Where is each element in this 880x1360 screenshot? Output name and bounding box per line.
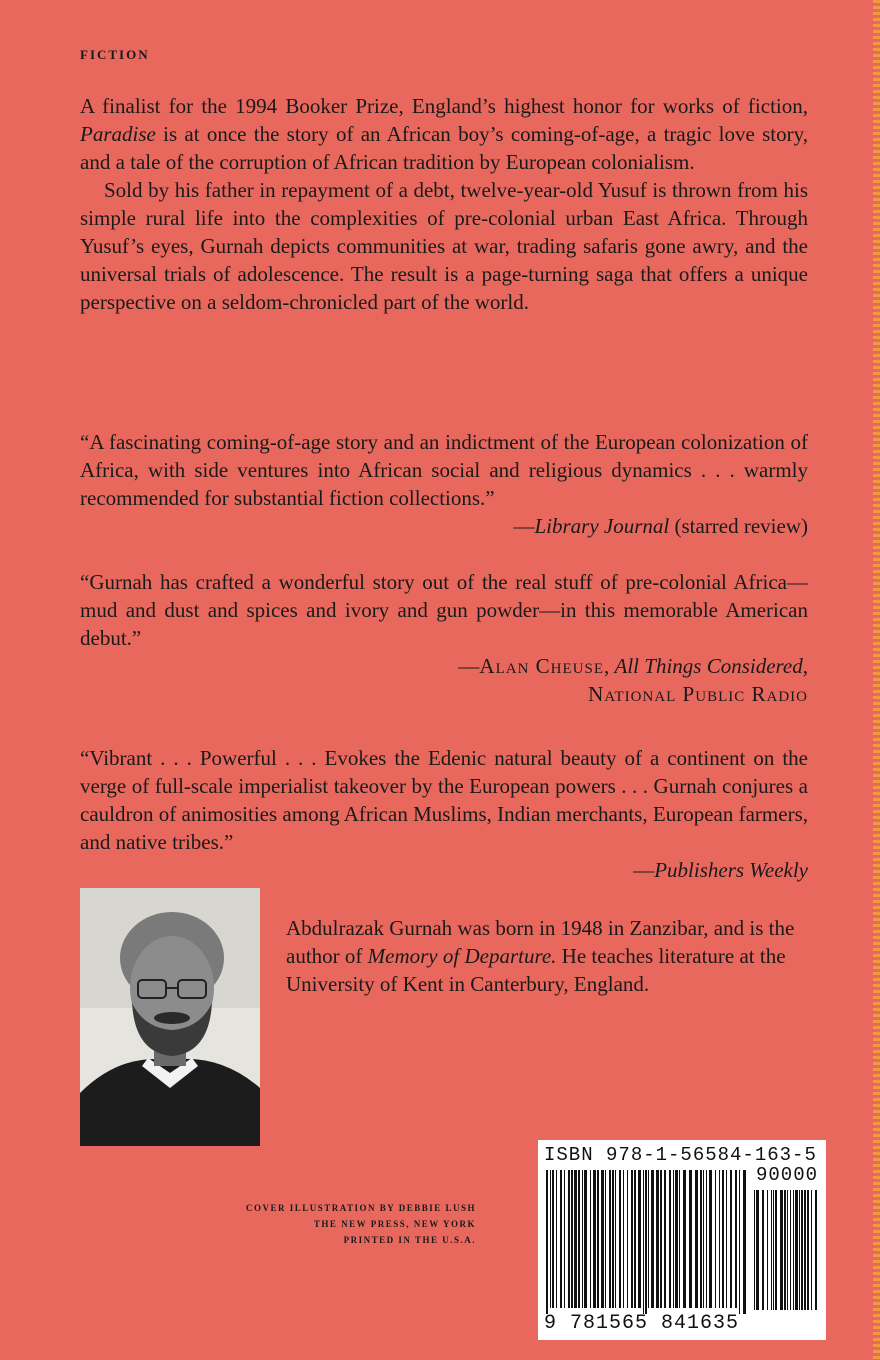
quote-text: “A fascinating coming-of-age story and an indictment of the European colonization of Africa, with side ventures into African social and religious dynamics . . . warmly recommended for substantial fiction collections.” bbox=[80, 430, 808, 510]
author-book-title: Memory of Departure. bbox=[367, 944, 557, 968]
publisher-name: THE NEW PRESS, NEW YORK bbox=[313, 1219, 476, 1229]
review-quote-library-journal bbox=[80, 428, 808, 540]
printed-in: PRINTED IN THE U.S.A. bbox=[343, 1235, 476, 1245]
quote-text: “Vibrant . . . Powerful . . . Evokes the Edenic natural beauty of a continent on the verge of full-scale imperialist takeover by the European powers . . . Gurnah conjures a cauldron of animosities among African Muslims, Indian merchants, European farmers, and native tribes.” bbox=[80, 746, 808, 854]
barcode-bars bbox=[538, 1140, 826, 1340]
review-quote-publishers-weekly bbox=[80, 744, 808, 884]
ean-number: 9 781565 841635 bbox=[544, 1312, 740, 1335]
blurb-paragraph-2: Sold by his father in repayment of a debt, twelve-year-old Yusuf is thrown from his simple rural life into the complexities of pre-colonial urban East Africa. Through Yusuf’s eyes, Gurnah depicts communities at war, trading safaris gone awry, and the universal trials of adolescence. The result is a page-turning saga that offers a unique perspective on a seldom-chronicled part of the world. bbox=[80, 178, 808, 314]
blurb-paragraph-1: A finalist for the 1994 Booker Prize, England’s highest honor for works of fiction, Paradise is at once the story of an African boy’s coming-of-age, a tragic love story, and a tale of the corruption of African tradition by European colonialism. bbox=[80, 94, 808, 174]
isbn-number: ISBN 978-1-56584-163-5 bbox=[544, 1144, 817, 1166]
quote-attribution-network: National Public Radio bbox=[588, 682, 808, 706]
quote-attribution: —Alan Cheuse, All Things Considered, bbox=[458, 654, 808, 678]
author-bio: Abdulrazak Gurnah was born in 1948 in Zanzibar, and is the author of Memory of Departure. He teaches literature at the University of Kent in Canterbury, England. bbox=[286, 916, 795, 996]
author-photo bbox=[80, 888, 260, 1146]
review-quote-npr bbox=[80, 568, 808, 708]
price-code: 90000 bbox=[756, 1164, 819, 1186]
quote-text: “Gurnah has crafted a wonderful story out of the real stuff of pre-colonial Africa—mud and dust and spices and ivory and gun powder—in this memorable American debut.” bbox=[80, 570, 808, 650]
cover-credit: COVER ILLUSTRATION BY DEBBIE LUSH bbox=[245, 1203, 476, 1213]
description-blurb bbox=[80, 92, 808, 316]
quote-attribution: —Library Journal (starred review) bbox=[513, 514, 808, 538]
isbn-barcode bbox=[538, 1140, 826, 1340]
book-title: Paradise bbox=[80, 122, 156, 146]
genre-label: FICTION bbox=[80, 47, 150, 62]
publisher-credits bbox=[186, 1200, 476, 1248]
quote-attribution: —Publishers Weekly bbox=[633, 858, 808, 882]
spine-edge-stripe bbox=[873, 0, 880, 1360]
